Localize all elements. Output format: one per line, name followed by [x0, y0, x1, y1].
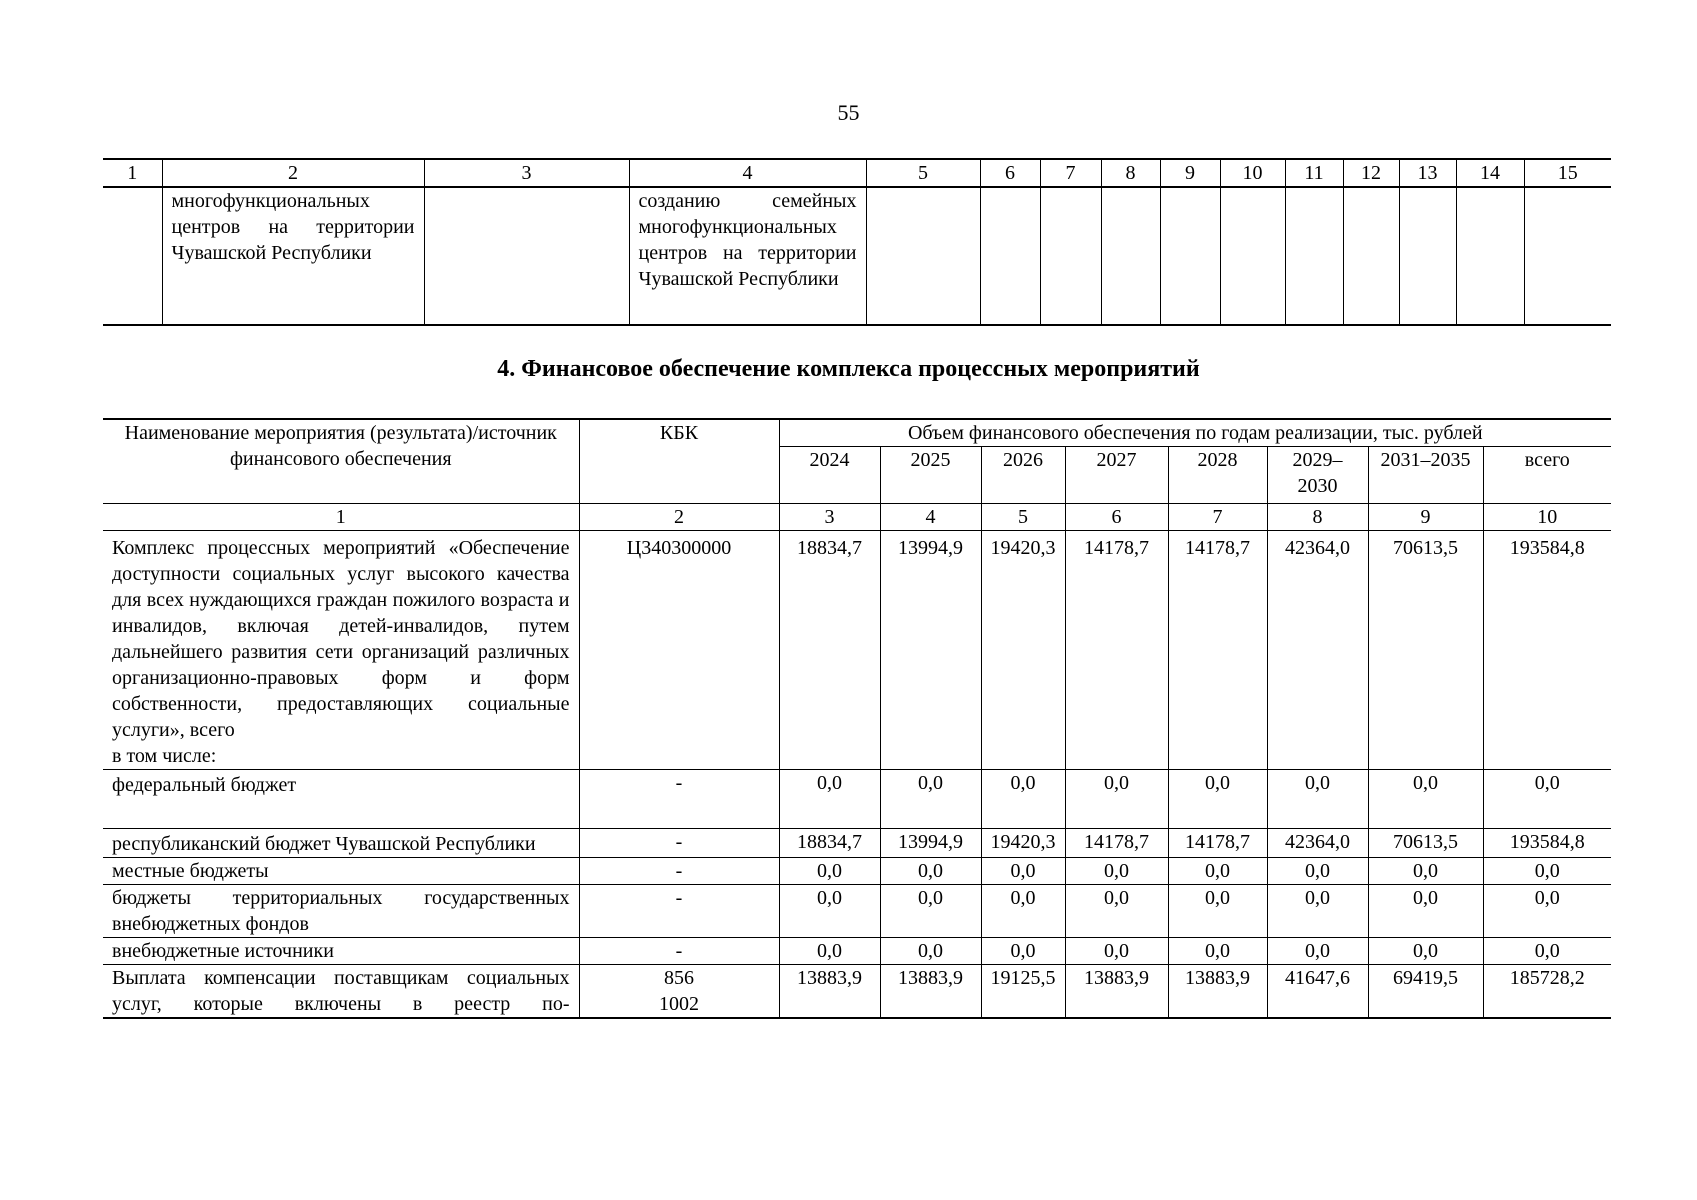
- value-cell: 70613,5: [1368, 531, 1483, 770]
- total-cell: 0,0: [1483, 858, 1611, 885]
- table-row: [103, 531, 1611, 770]
- value-cell: 0,0: [1065, 938, 1168, 965]
- column-number: 9: [1368, 504, 1483, 531]
- value-cell: 42364,0: [1267, 829, 1368, 858]
- value-cell: 0,0: [1168, 885, 1267, 938]
- column-number: 11: [1285, 159, 1343, 187]
- header-kbk: КБК: [579, 419, 779, 504]
- table-row: [103, 938, 1611, 965]
- value-cell: 0,0: [1267, 938, 1368, 965]
- row-name: [103, 531, 579, 770]
- kbk-cell: -: [579, 885, 779, 938]
- table-row: [103, 187, 1611, 325]
- value-cell: 0,0: [779, 770, 880, 829]
- table-row: [103, 829, 1611, 858]
- value-cell: 13883,9: [779, 965, 880, 1019]
- value-cell: 0,0: [1267, 858, 1368, 885]
- column-number: 12: [1343, 159, 1399, 187]
- column-number: 15: [1524, 159, 1611, 187]
- value-cell: 18834,7: [779, 829, 880, 858]
- header-year: 2029–2030: [1267, 447, 1368, 504]
- column-number-row: [103, 504, 1611, 531]
- table-row: [103, 858, 1611, 885]
- value-cell: 42364,0: [1267, 531, 1368, 770]
- value-cell: 0,0: [981, 938, 1065, 965]
- value-cell: 19420,3: [981, 531, 1065, 770]
- description-cell: созданию семейных многофункциональных центров на территории Чувашской Республики: [629, 187, 866, 325]
- value-cell: 0,0: [1065, 770, 1168, 829]
- value-cell: 19420,3: [981, 829, 1065, 858]
- section-title: 4. Финансовое обеспечение комплекса процессных мероприятий: [497, 356, 1200, 382]
- header-volume: Объем финансового обеспечения по годам реализации, тыс. рублей: [779, 419, 1611, 447]
- value-cell: 0,0: [779, 885, 880, 938]
- continued-table: [103, 158, 1611, 326]
- value-cell: 0,0: [880, 858, 981, 885]
- value-cell: 0,0: [1267, 885, 1368, 938]
- value-cell: 13994,9: [880, 829, 981, 858]
- header-year: 2025: [880, 447, 981, 504]
- column-number: 3: [779, 504, 880, 531]
- column-number: 8: [1101, 159, 1160, 187]
- column-number: 10: [1483, 504, 1611, 531]
- column-number: 7: [1168, 504, 1267, 531]
- row-name: Выплата компенсации поставщикам социальных услуг, которые включены в реестр по-: [103, 965, 579, 1019]
- value-cell: 13883,9: [1065, 965, 1168, 1019]
- column-number: 10: [1220, 159, 1285, 187]
- value-cell: 41647,6: [1267, 965, 1368, 1019]
- kbk-cell: -: [579, 858, 779, 885]
- value-cell: 14178,7: [1168, 531, 1267, 770]
- value-cell: 0,0: [1065, 885, 1168, 938]
- column-number: 14: [1456, 159, 1524, 187]
- value-cell: 0,0: [880, 770, 981, 829]
- header-year: 2026: [981, 447, 1065, 504]
- value-cell: 14178,7: [1065, 829, 1168, 858]
- row-name: федеральный бюджет: [103, 770, 579, 829]
- table-row: [103, 885, 1611, 938]
- row-name: внебюджетные источники: [103, 938, 579, 965]
- value-cell: 0,0: [1368, 885, 1483, 938]
- total-cell: 0,0: [1483, 770, 1611, 829]
- value-cell: 18834,7: [779, 531, 880, 770]
- value-cell: 13883,9: [1168, 965, 1267, 1019]
- column-number: 5: [866, 159, 980, 187]
- header-year: 2024: [779, 447, 880, 504]
- kbk-cell: -: [579, 770, 779, 829]
- column-number: 4: [629, 159, 866, 187]
- column-number: 9: [1160, 159, 1220, 187]
- kbk-cell: Ц340300000: [579, 531, 779, 770]
- column-number-row: [103, 159, 1611, 187]
- value-cell: 13883,9: [880, 965, 981, 1019]
- column-number: 3: [424, 159, 629, 187]
- table-row: [103, 965, 1611, 1019]
- value-cell: 0,0: [1168, 770, 1267, 829]
- value-cell: 0,0: [1368, 858, 1483, 885]
- header-year: 2031–2035: [1368, 447, 1483, 504]
- column-number: 7: [1040, 159, 1101, 187]
- column-number: 2: [162, 159, 424, 187]
- total-cell: 0,0: [1483, 885, 1611, 938]
- column-number: 2: [579, 504, 779, 531]
- value-cell: 0,0: [1368, 938, 1483, 965]
- row-name: местные бюджеты: [103, 858, 579, 885]
- column-number: 1: [103, 504, 579, 531]
- column-number: 6: [980, 159, 1040, 187]
- header-year: 2028: [1168, 447, 1267, 504]
- total-cell: 193584,8: [1483, 531, 1611, 770]
- header-row: [103, 419, 1611, 447]
- kbk-cell: -: [579, 829, 779, 858]
- table-row: [103, 770, 1611, 829]
- page-number: 55: [837, 100, 860, 125]
- total-cell: 193584,8: [1483, 829, 1611, 858]
- row-name: бюджеты территориальных государственных внебюджетных фондов: [103, 885, 579, 938]
- value-cell: 0,0: [1168, 938, 1267, 965]
- column-number: 4: [880, 504, 981, 531]
- column-number: 8: [1267, 504, 1368, 531]
- column-number: 13: [1399, 159, 1456, 187]
- value-cell: 0,0: [779, 938, 880, 965]
- column-number: 1: [103, 159, 162, 187]
- column-number: 6: [1065, 504, 1168, 531]
- total-cell: 185728,2: [1483, 965, 1611, 1019]
- kbk-line: 856: [664, 967, 694, 989]
- header-name: Наименование мероприятия (результата)/источник финансового обеспечения: [103, 419, 579, 504]
- value-cell: 0,0: [1065, 858, 1168, 885]
- sub-label: в том числе:: [112, 745, 217, 767]
- value-cell: 19125,5: [981, 965, 1065, 1019]
- value-cell: 14178,7: [1168, 829, 1267, 858]
- value-cell: 0,0: [981, 770, 1065, 829]
- kbk-cell: -: [579, 938, 779, 965]
- value-cell: 0,0: [981, 885, 1065, 938]
- value-cell: 0,0: [880, 885, 981, 938]
- header-total: всего: [1483, 447, 1611, 504]
- result-name-cell: многофункциональных центров на территории Чувашской Республики: [162, 187, 424, 325]
- value-cell: 0,0: [1168, 858, 1267, 885]
- kbk-cell: [579, 965, 779, 1019]
- kbk-line: 1002: [659, 993, 699, 1015]
- row-name: республиканский бюджет Чувашской Республики: [103, 829, 579, 858]
- value-cell: 69419,5: [1368, 965, 1483, 1019]
- value-cell: 0,0: [981, 858, 1065, 885]
- total-cell: 0,0: [1483, 938, 1611, 965]
- value-cell: 13994,9: [880, 531, 981, 770]
- value-cell: 70613,5: [1368, 829, 1483, 858]
- header-year: 2027: [1065, 447, 1168, 504]
- column-number: 5: [981, 504, 1065, 531]
- complex-name: Комплекс процессных мероприятий «Обеспечение доступности социальных услуг высокого качества для всех нуждающихся граждан пожилого возраста и инвалидов, включая детей-инвалидов, путем дальнейшего развития сети организаций различных организационно-правовых форм и форм собственности, предоставляющих социальные услуги», всего: [112, 537, 570, 741]
- finance-table: [103, 418, 1611, 1019]
- value-cell: 0,0: [1368, 770, 1483, 829]
- value-cell: 0,0: [880, 938, 981, 965]
- value-cell: 0,0: [1267, 770, 1368, 829]
- value-cell: 0,0: [779, 858, 880, 885]
- value-cell: 14178,7: [1065, 531, 1168, 770]
